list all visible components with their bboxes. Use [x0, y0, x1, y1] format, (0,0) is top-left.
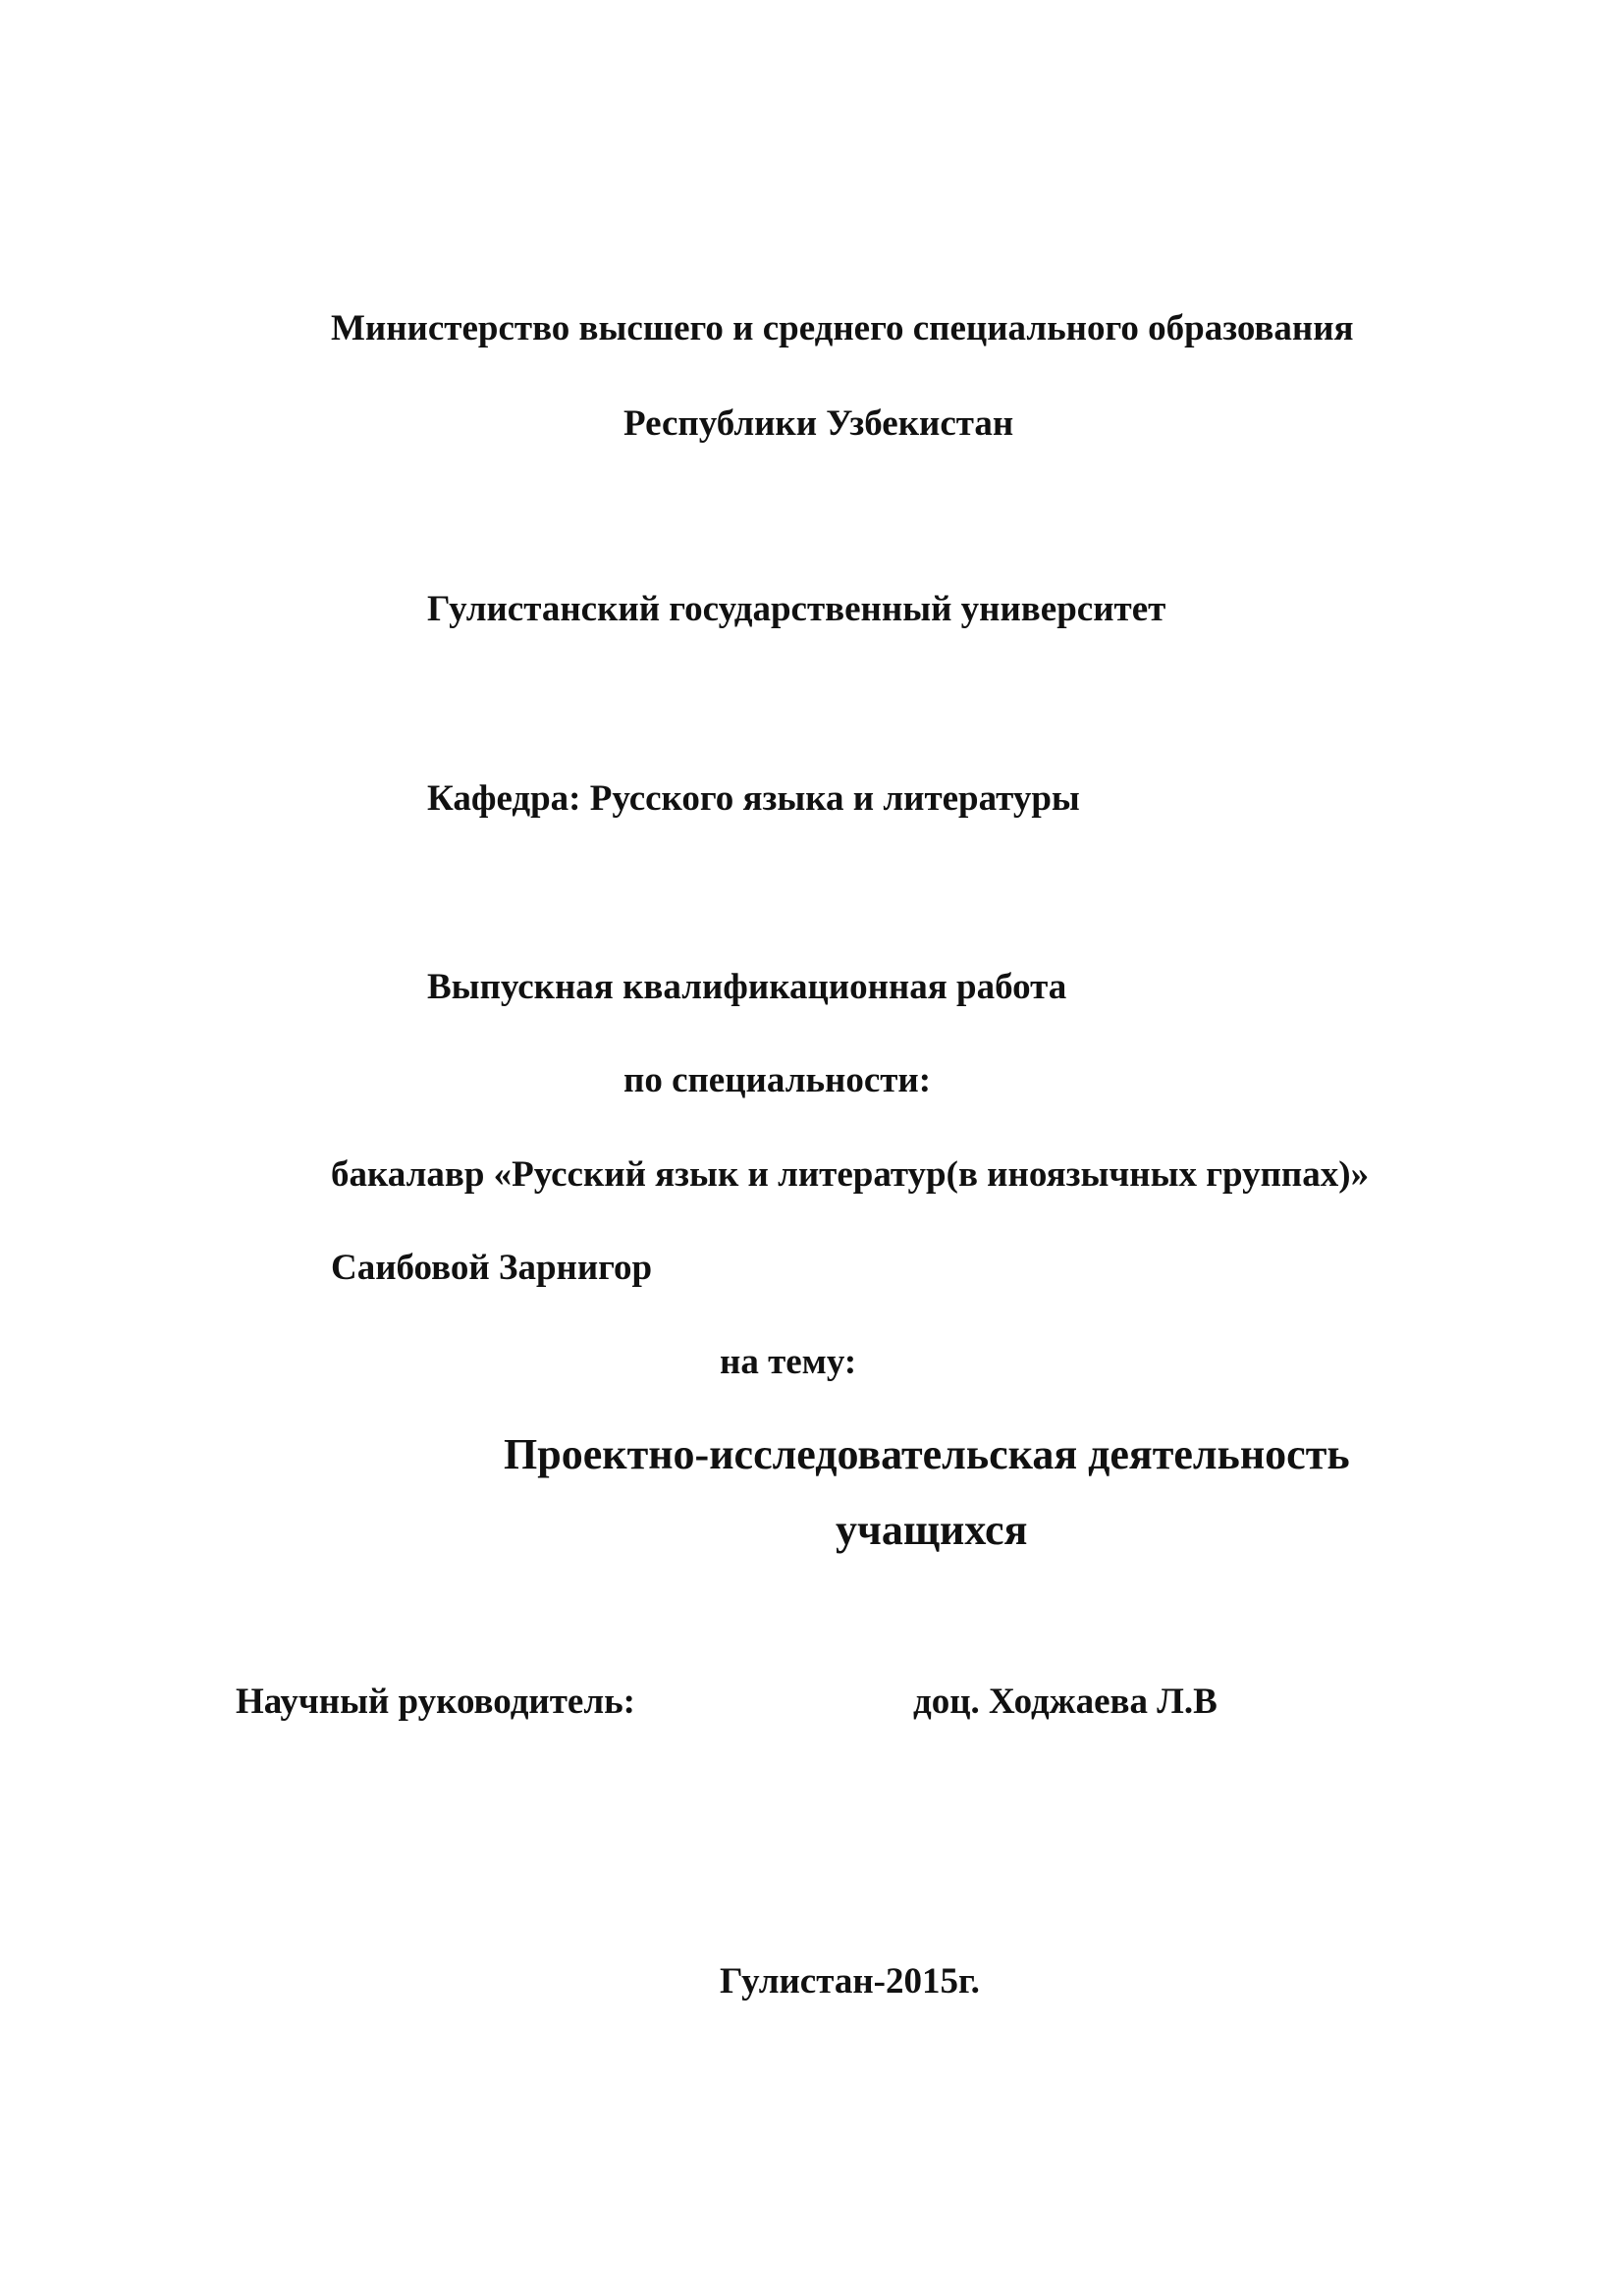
- specialty-label: по специальности:: [623, 1060, 932, 1100]
- specialty-name: бакалавр «Русский язык и литератур(в иноязычных группах)»: [331, 1154, 1370, 1195]
- department-name: Кафедра: Русского языка и литературы: [427, 778, 1080, 819]
- supervisor-label: Научный руководитель:: [236, 1682, 635, 1722]
- topic-title-line2: учащихся: [836, 1506, 1028, 1554]
- ministry-title-line1: Министерство высшего и среднего специального образования: [331, 308, 1354, 348]
- author-name: Саибовой Зарнигор: [331, 1248, 653, 1288]
- ministry-title-line2: Республики Узбекистан: [623, 403, 1014, 444]
- supervisor-name: доц. Ходжаева Л.В: [913, 1682, 1218, 1722]
- topic-label: на тему:: [720, 1342, 857, 1382]
- university-name: Гулистанский государственный университет: [427, 589, 1166, 629]
- place-year: Гулистан-2015г.: [720, 1961, 980, 2002]
- work-type: Выпускная квалификационная работа: [427, 967, 1067, 1007]
- topic-title-line1: Проектно-исследовательская деятельность: [504, 1430, 1350, 1478]
